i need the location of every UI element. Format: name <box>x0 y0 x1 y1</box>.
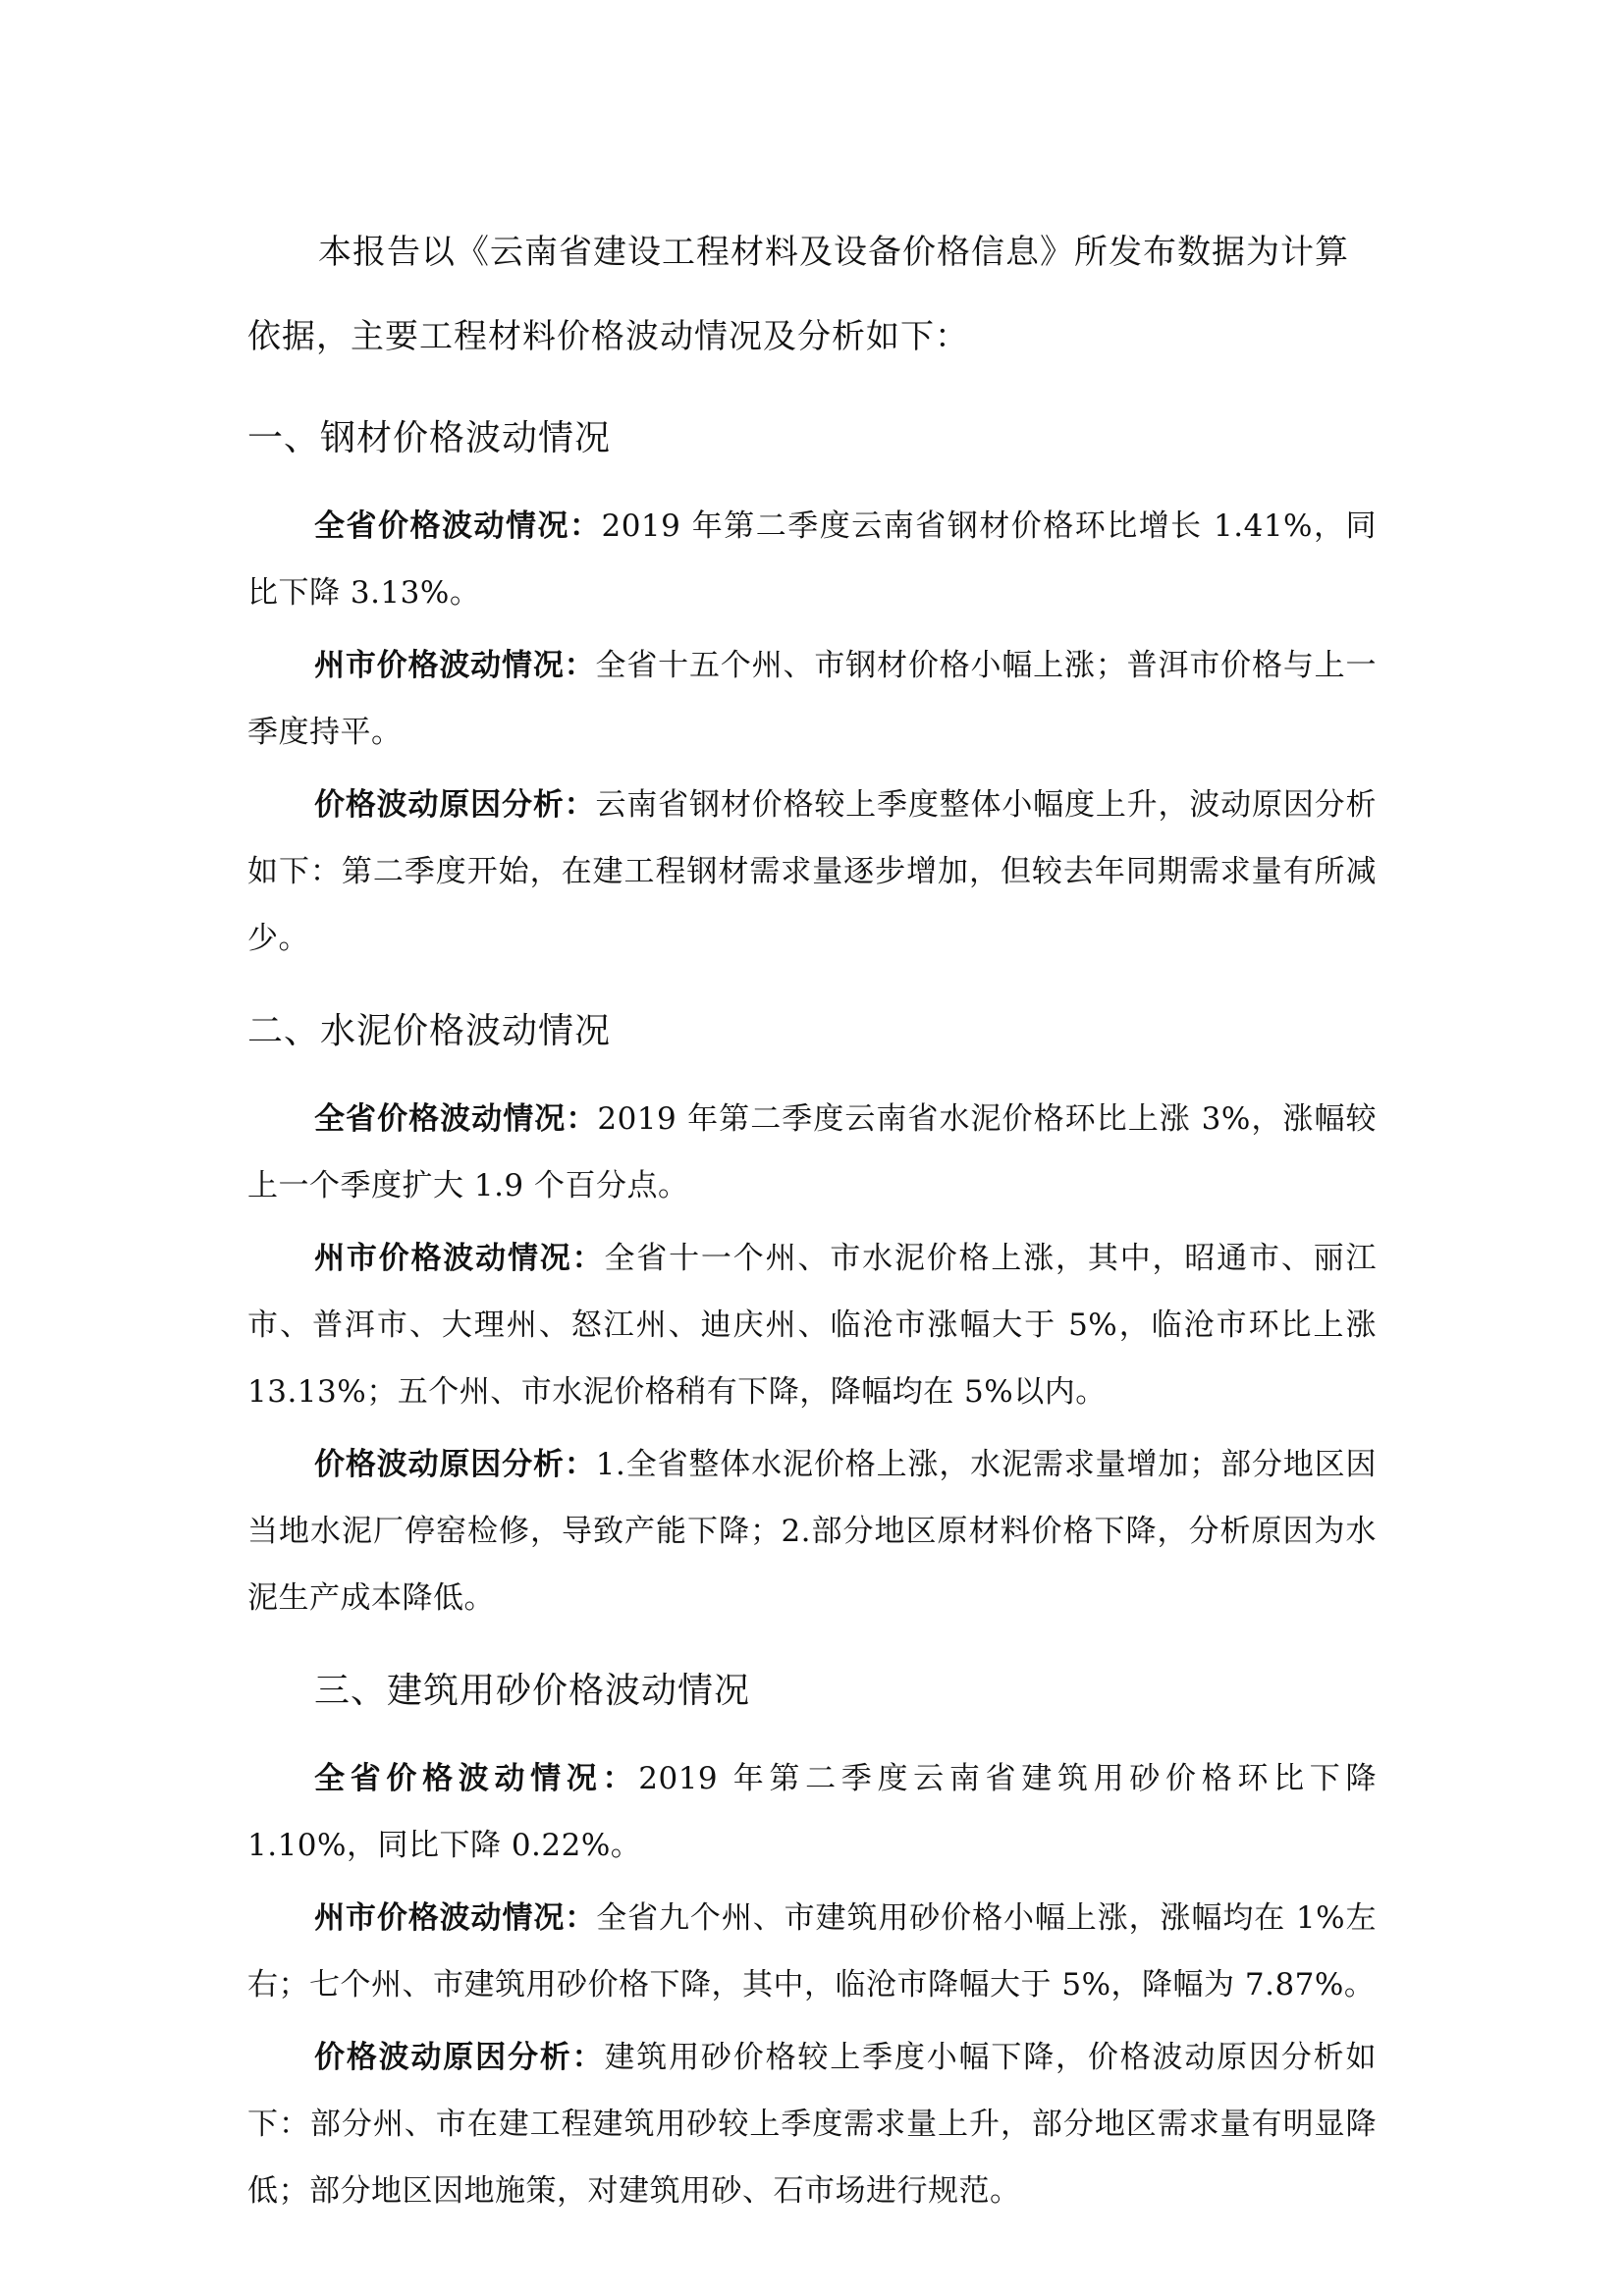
paragraph-label: 全省价格波动情况： <box>314 508 602 544</box>
section-heading-sand: 三、建筑用砂价格波动情况 <box>314 1671 751 1711</box>
paragraph-text: 全省十五个州、市钢材价格小幅上涨；普洱市价格与上一季度持平。 <box>247 648 1377 750</box>
section-sand-reason-paragraph <box>247 2024 1377 2224</box>
section-cement-city-paragraph <box>247 1225 1377 1425</box>
section-steel-province-paragraph <box>247 493 1377 626</box>
document-body <box>247 210 1377 2230</box>
paragraph-text: 全省十一个州、市水泥价格上涨，其中，昭通市、丽江市、普洱市、大理州、怒江州、迪庆州、临沧市涨幅大于 5%，临沧市环比上涨 13.13%；五个州、市水泥价格稍有下降，降幅均在 5%以内。 <box>247 1241 1377 1410</box>
paragraph-text: 2019 年第二季度云南省建筑用砂价格环比下降 1.10%，同比下降 0.22%。 <box>247 1761 1377 1863</box>
section-steel-reason-paragraph <box>247 772 1377 972</box>
section-sand-province-paragraph <box>247 1745 1377 1879</box>
paragraph-text: 2019 年第二季度云南省钢材价格环比增长 1.41%，同比下降 3.13%。 <box>247 508 1378 611</box>
section-cement-province-paragraph <box>247 1086 1377 1219</box>
paragraph-label: 全省价格波动情况： <box>314 1761 639 1796</box>
paragraph-text: 云南省钢材价格较上季度整体小幅度上升，波动原因分析如下：第二季度开始，在建工程钢材需求量逐步增加，但较去年同期需求量有所减少。 <box>247 787 1377 956</box>
paragraph-text: 全省九个州、市建筑用砂价格小幅上涨，涨幅均在 1%左右；七个州、市建筑用砂价格下降，其中，临沧市降幅大于 5%，降幅为 7.87%。 <box>247 1900 1378 2002</box>
section-heading-cement: 二、水泥价格波动情况 <box>247 1011 612 1051</box>
paragraph-label: 州市价格波动情况： <box>314 1241 605 1276</box>
paragraph-label: 价格波动原因分析： <box>314 2040 605 2075</box>
section-steel-city-paragraph <box>247 632 1377 766</box>
paragraph-text: 1.全省整体水泥价格上涨，水泥需求量增加；部分地区因当地水泥厂停窑检修，导致产能下降；2.部分地区原材料价格下降，分析原因为水泥生产成本降低。 <box>247 1447 1378 1616</box>
intro-paragraph: 本报告以《云南省建设工程材料及设备价格信息》所发布数据为计算依据，主要工程材料价格波动情况及分析如下： <box>247 233 1349 356</box>
paragraph-text: 建筑用砂价格较上季度小幅下降，价格波动原因分析如下：部分州、市在建工程建筑用砂较上季度需求量上升，部分地区需求量有明显降低；部分地区因地施策，对建筑用砂、石市场进行规范。 <box>247 2040 1377 2209</box>
paragraph-label: 州市价格波动情况： <box>314 1900 597 1936</box>
paragraph-label: 价格波动原因分析： <box>314 1447 596 1482</box>
section-sand-city-paragraph <box>247 1885 1377 2018</box>
section-heading-steel: 一、钢材价格波动情况 <box>247 418 612 458</box>
paragraph-label: 价格波动原因分析： <box>314 787 596 823</box>
paragraph-label: 全省价格波动情况： <box>314 1101 598 1137</box>
paragraph-label: 州市价格波动情况： <box>314 648 596 683</box>
section-cement-reason-paragraph <box>247 1431 1377 1631</box>
paragraph-text: 2019 年第二季度云南省水泥价格环比上涨 3%，涨幅较上一个季度扩大 1.9 个百分点。 <box>247 1101 1378 1203</box>
